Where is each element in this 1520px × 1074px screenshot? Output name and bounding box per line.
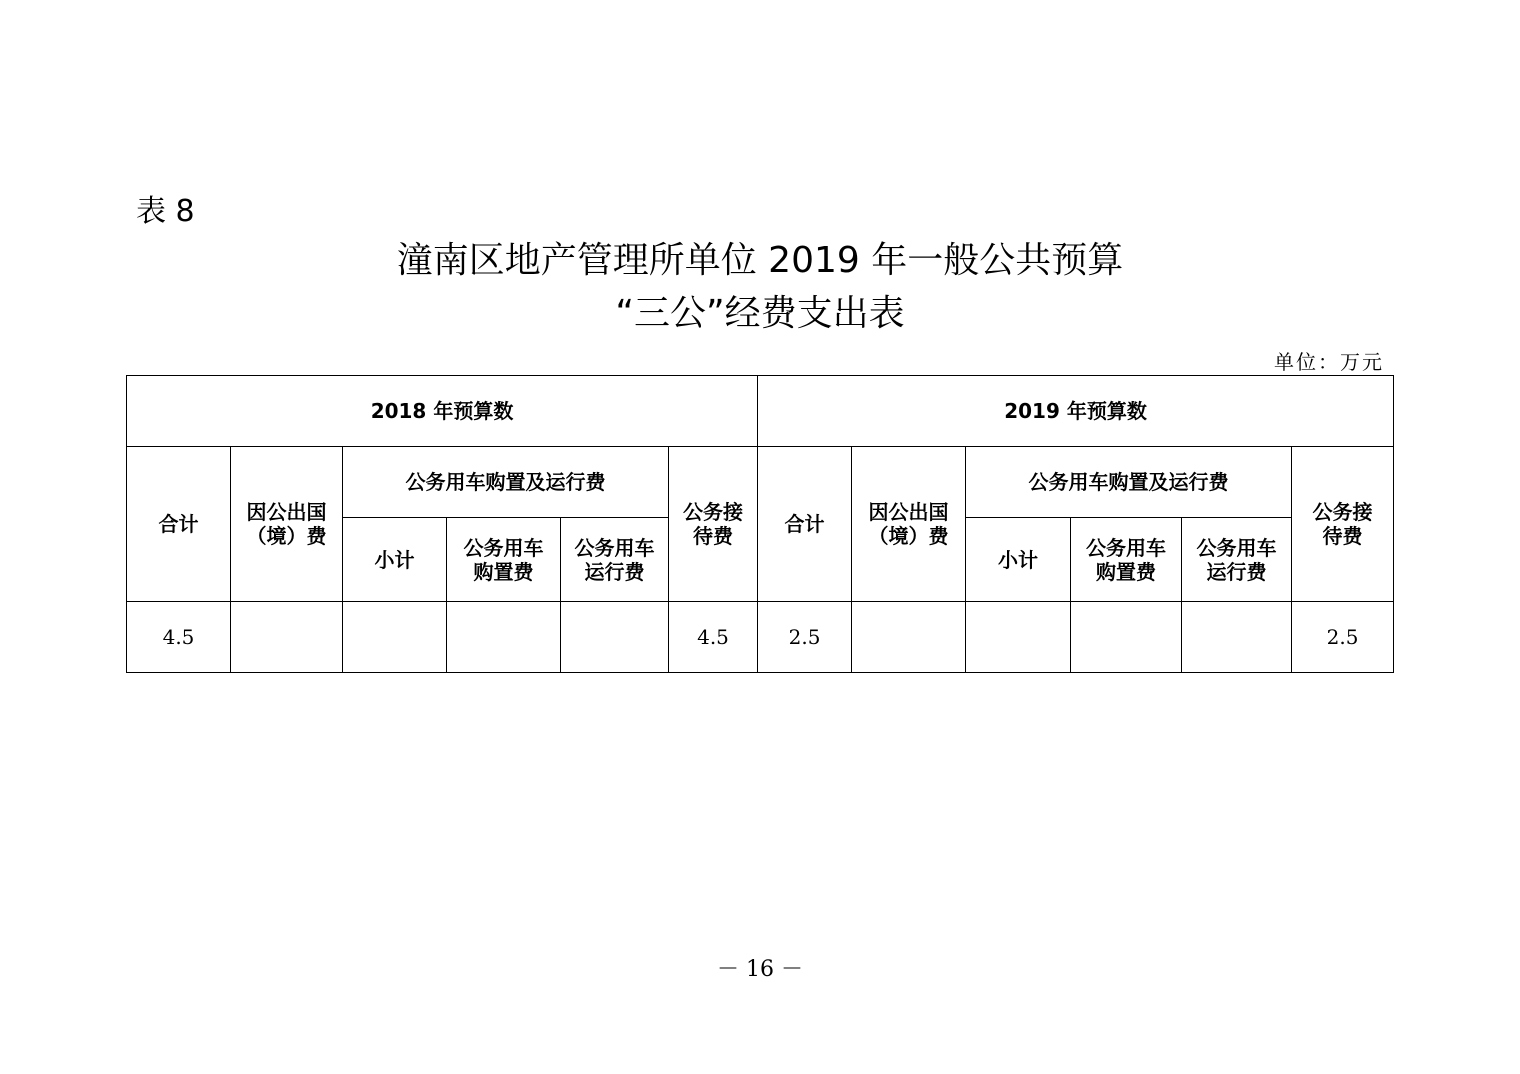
- cell-2018-total: 4.5: [127, 602, 231, 673]
- cell-2018-vehicle-operation: [561, 602, 669, 673]
- group-header-2018: 2018 年预算数: [127, 376, 758, 447]
- table-label: 表 8: [136, 194, 195, 229]
- unit-label: 单位：万元: [1274, 350, 1384, 374]
- group-header-row: [127, 376, 1394, 447]
- cell-2019-abroad: [852, 602, 966, 673]
- document-title-line-2: “三公”经费支出表: [615, 293, 905, 334]
- cell-2019-subtotal: [966, 602, 1071, 673]
- cell-2019-vehicle-purchase: [1071, 602, 1182, 673]
- header-2018-abroad: [231, 447, 343, 602]
- cell-2018-reception: 4.5: [669, 602, 758, 673]
- cell-2019-total: 2.5: [758, 602, 852, 673]
- header-2018-subtotal: 小计: [343, 518, 447, 602]
- header-2019-reception: [1292, 447, 1394, 602]
- header-2018-vehicle-purchase-text: 公务用车购置费: [463, 535, 544, 584]
- group-header-2019: 2019 年预算数: [758, 376, 1394, 447]
- budget-table: [126, 375, 1394, 673]
- cell-2018-subtotal: [343, 602, 447, 673]
- header-2019-abroad-text: 因公出国（境）费: [868, 500, 949, 548]
- header-2018-total: 合计: [127, 447, 231, 602]
- header-2019-vehicle-purchase: [1071, 518, 1182, 602]
- table-row: [127, 602, 1394, 673]
- cell-2019-reception: 2.5: [1292, 602, 1394, 673]
- header-2019-vehicle-operation: [1182, 518, 1292, 602]
- header-2018-reception: [669, 447, 758, 602]
- header-2019-subtotal: 小计: [966, 518, 1071, 602]
- header-2019-abroad: [852, 447, 966, 602]
- header-2018-abroad-text: 因公出国（境）费: [246, 500, 327, 548]
- document-title-line-1: 潼南区地产管理所单位 2019 年一般公共预算: [396, 240, 1124, 281]
- page-number: － 16 －: [717, 957, 803, 982]
- header-2019-vehicle-purchase-text: 公务用车购置费: [1086, 535, 1167, 584]
- cell-2018-vehicle-purchase: [447, 602, 561, 673]
- header-2018-vehicle-group: 公务用车购置及运行费: [343, 447, 669, 518]
- header-2019-vehicle-group: 公务用车购置及运行费: [966, 447, 1292, 518]
- cell-2018-abroad: [231, 602, 343, 673]
- cell-2019-vehicle-operation: [1182, 602, 1292, 673]
- header-2018-reception-text: 公务接待费: [683, 500, 743, 548]
- header-2018-vehicle-operation-text: 公务用车运行费: [574, 535, 655, 584]
- header-2018-vehicle-purchase: [447, 518, 561, 602]
- header-2019-vehicle-operation-text: 公务用车运行费: [1196, 535, 1277, 584]
- header-2019-total: 合计: [758, 447, 852, 602]
- column-header-row: [127, 447, 1394, 518]
- header-2019-reception-text: 公务接待费: [1312, 500, 1373, 548]
- header-2018-vehicle-operation: [561, 518, 669, 602]
